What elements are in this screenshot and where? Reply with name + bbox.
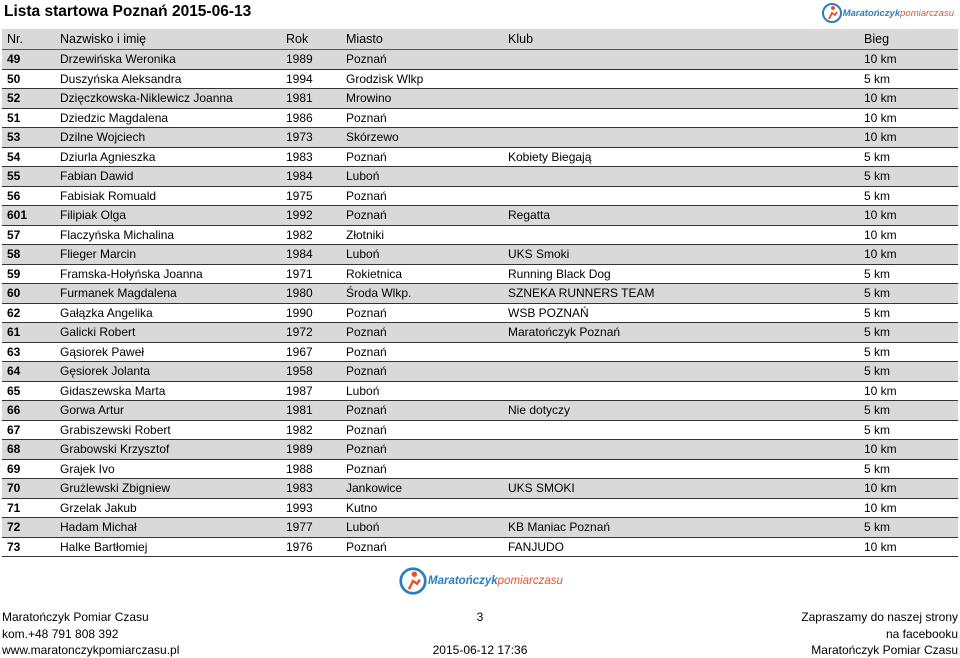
cell-year: 1988 — [286, 461, 313, 476]
cell-nr: 61 — [7, 325, 21, 340]
cell-name: Grużlewski Zbigniew — [60, 481, 171, 496]
cell-club: Kobiety Biegają — [508, 149, 592, 164]
table-row — [2, 109, 958, 129]
cell-distance: 5 km — [864, 305, 891, 320]
cell-distance: 5 km — [864, 286, 891, 301]
footer-invite: Zapraszamy do naszej strony — [801, 610, 958, 624]
table-row — [2, 401, 958, 421]
cell-nr: 69 — [7, 461, 21, 476]
cell-name: Furmanek Magdalena — [60, 286, 177, 301]
cell-nr: 52 — [7, 91, 21, 106]
cell-year: 1989 — [286, 442, 313, 457]
cell-nr: 53 — [7, 130, 21, 145]
table-row — [2, 245, 958, 265]
cell-name: Flieger Marcin — [60, 247, 137, 262]
brand-name — [428, 575, 563, 587]
cell-city: Luboń — [346, 520, 380, 535]
cell-year: 1987 — [286, 383, 313, 398]
cell-year: 1983 — [286, 481, 313, 496]
cell-distance: 5 km — [864, 520, 891, 535]
table-row — [2, 382, 958, 402]
cell-distance: 5 km — [864, 364, 891, 379]
cell-nr: 71 — [7, 500, 21, 515]
cell-name: Gorwa Artur — [60, 403, 125, 418]
cell-distance: 10 km — [864, 383, 897, 398]
cell-city: Rokietnica — [346, 266, 403, 281]
table-row — [2, 440, 958, 460]
cell-year: 1983 — [286, 149, 313, 164]
cell-name: Halke Bartłomiej — [60, 539, 148, 554]
cell-year: 1971 — [286, 266, 313, 281]
cell-club: UKS SMOKI — [508, 481, 575, 496]
footer-phone: kom.+48 791 808 392 — [2, 627, 119, 641]
cell-nr: 66 — [7, 403, 21, 418]
cell-distance: 10 km — [864, 247, 897, 262]
cell-name: Dzięczkowska-Niklewicz Joanna — [60, 91, 233, 106]
col-city-header: Miasto — [346, 32, 383, 46]
footer-company: Maratończyk Pomiar Czasu — [2, 610, 149, 624]
cell-year: 1975 — [286, 188, 313, 203]
col-year-header: Rok — [286, 32, 309, 46]
cell-city: Poznań — [346, 52, 387, 67]
cell-nr: 57 — [7, 227, 21, 242]
cell-distance: 10 km — [864, 52, 897, 67]
cell-distance: 10 km — [864, 227, 897, 242]
cell-year: 1980 — [286, 286, 313, 301]
cell-name: Duszyńska Aleksandra — [60, 71, 182, 86]
table-row — [2, 89, 958, 109]
cell-name: Flaczyńska Michalina — [60, 227, 175, 242]
start-list-table — [2, 29, 958, 557]
cell-name: Fabian Dawid — [60, 169, 134, 184]
page-number: 3 — [476, 610, 484, 624]
table-row — [2, 265, 958, 285]
cell-distance: 5 km — [864, 403, 891, 418]
cell-nr: 58 — [7, 247, 21, 262]
cell-distance: 10 km — [864, 130, 897, 145]
cell-name: Gąsiorek Paweł — [60, 344, 145, 359]
cell-nr: 70 — [7, 481, 21, 496]
footer-brand-logo — [398, 566, 563, 596]
cell-year: 1981 — [286, 403, 313, 418]
cell-city: Poznań — [346, 110, 387, 125]
cell-distance: 5 km — [864, 188, 891, 203]
cell-distance: 10 km — [864, 442, 897, 457]
cell-city: Poznań — [346, 305, 387, 320]
cell-distance: 10 km — [864, 110, 897, 125]
table-row — [2, 50, 958, 70]
cell-city: Złotniki — [346, 227, 385, 242]
cell-city: Grodzisk Wlkp — [346, 71, 424, 86]
cell-distance: 5 km — [864, 266, 891, 281]
cell-distance: 10 km — [864, 208, 897, 223]
cell-year: 1982 — [286, 227, 313, 242]
cell-distance: 5 km — [864, 461, 891, 476]
table-header — [2, 29, 958, 50]
cell-city: Poznań — [346, 188, 387, 203]
cell-club: KB Maniac Poznań — [508, 520, 611, 535]
cell-year: 1990 — [286, 305, 313, 320]
cell-distance: 5 km — [864, 149, 891, 164]
cell-club: Maratończyk Poznań — [508, 325, 621, 340]
cell-city: Poznań — [346, 539, 387, 554]
cell-club: Regatta — [508, 208, 551, 223]
cell-year: 1994 — [286, 71, 313, 86]
cell-nr: 72 — [7, 520, 21, 535]
footer-website: www.maratonczykpomiarczasu.pl — [2, 643, 180, 657]
cell-nr: 49 — [7, 52, 21, 67]
brand-main-text: Maratończyk — [842, 7, 901, 19]
brand-main-text: Maratończyk — [428, 575, 498, 587]
cell-nr: 60 — [7, 286, 21, 301]
runner-logo-icon — [398, 566, 428, 596]
cell-club: WSB POZNAŃ — [508, 305, 589, 320]
cell-year: 1973 — [286, 130, 313, 145]
table-row — [2, 128, 958, 148]
brand-sub-text: pomiarczasu — [900, 7, 954, 19]
table-row — [2, 538, 958, 558]
cell-city: Poznań — [346, 461, 387, 476]
page-title: Lista startowa Poznań 2015-06-13 — [4, 3, 252, 20]
table-row — [2, 167, 958, 187]
cell-name: Dziedzic Magdalena — [60, 110, 169, 125]
cell-city: Poznań — [346, 422, 387, 437]
cell-name: Galicki Robert — [60, 325, 136, 340]
cell-nr: 62 — [7, 305, 21, 320]
cell-year: 1989 — [286, 52, 313, 67]
cell-distance: 5 km — [864, 422, 891, 437]
table-row — [2, 343, 958, 363]
cell-year: 1967 — [286, 344, 313, 359]
cell-nr: 73 — [7, 539, 21, 554]
table-row — [2, 460, 958, 480]
table-row — [2, 499, 958, 519]
col-club-header: Klub — [508, 32, 534, 46]
cell-name: Grabowski Krzysztof — [60, 442, 170, 457]
table-row — [2, 206, 958, 226]
cell-city: Poznań — [346, 208, 387, 223]
brand-logo — [821, 2, 954, 24]
cell-club: Nie dotyczy — [508, 403, 571, 418]
cell-name: Dzilne Wojciech — [60, 130, 146, 145]
col-name-header: Nazwisko i imię — [60, 32, 147, 46]
table-row — [2, 70, 958, 90]
footer-facebook: na facebooku — [885, 627, 958, 641]
cell-distance: 5 km — [864, 325, 891, 340]
cell-year: 1992 — [286, 208, 313, 223]
cell-year: 1958 — [286, 364, 313, 379]
cell-name: Gałązka Angelika — [60, 305, 153, 320]
cell-year: 1976 — [286, 539, 313, 554]
cell-nr: 601 — [7, 208, 28, 223]
cell-year: 1982 — [286, 422, 313, 437]
table-row — [2, 518, 958, 538]
cell-name: Hadam Michał — [60, 520, 137, 535]
cell-year: 1993 — [286, 500, 313, 515]
cell-club: UKS Smoki — [508, 247, 570, 262]
cell-year: 1977 — [286, 520, 313, 535]
cell-nr: 51 — [7, 110, 21, 125]
cell-name: Grabiszewski Robert — [60, 422, 171, 437]
table-row — [2, 323, 958, 343]
cell-name: Gidaszewska Marta — [60, 383, 166, 398]
cell-club: SZNEKA RUNNERS TEAM — [508, 286, 655, 301]
cell-distance: 5 km — [864, 344, 891, 359]
cell-nr: 63 — [7, 344, 21, 359]
table-row — [2, 362, 958, 382]
cell-city: Luboń — [346, 169, 380, 184]
cell-distance: 5 km — [864, 71, 891, 86]
cell-name: Grajek Ivo — [60, 461, 115, 476]
cell-city: Poznań — [346, 442, 387, 457]
table-row — [2, 421, 958, 441]
cell-nr: 56 — [7, 188, 21, 203]
print-timestamp: 2015-06-12 17:36 — [432, 643, 528, 657]
col-nr-header: Nr. — [7, 32, 23, 46]
table-row — [2, 284, 958, 304]
cell-distance: 5 km — [864, 169, 891, 184]
cell-name: Gęsiorek Jolanta — [60, 364, 151, 379]
cell-city: Poznań — [346, 149, 387, 164]
cell-nr: 68 — [7, 442, 21, 457]
cell-distance: 10 km — [864, 91, 897, 106]
cell-nr: 50 — [7, 71, 21, 86]
cell-city: Jankowice — [346, 481, 403, 496]
cell-city: Poznań — [346, 364, 387, 379]
cell-city: Luboń — [346, 383, 380, 398]
cell-name: Drzewińska Weronika — [60, 52, 176, 67]
cell-nr: 64 — [7, 364, 21, 379]
cell-city: Poznań — [346, 325, 387, 340]
table-row — [2, 226, 958, 246]
table-row — [2, 304, 958, 324]
cell-city: Kutno — [346, 500, 378, 515]
cell-name: Fabisiak Romuald — [60, 188, 157, 203]
cell-name: Dziurla Agnieszka — [60, 149, 156, 164]
cell-nr: 55 — [7, 169, 21, 184]
cell-year: 1981 — [286, 91, 313, 106]
cell-nr: 65 — [7, 383, 21, 398]
cell-city: Poznań — [346, 403, 387, 418]
cell-year: 1986 — [286, 110, 313, 125]
cell-year: 1984 — [286, 169, 313, 184]
cell-distance: 10 km — [864, 481, 897, 496]
cell-name: Framska-Hołyńska Joanna — [60, 266, 203, 281]
cell-city: Poznań — [346, 344, 387, 359]
cell-nr: 67 — [7, 422, 21, 437]
table-body — [2, 50, 958, 557]
cell-city: Skórzewo — [346, 130, 399, 145]
cell-city: Środa Wlkp. — [346, 286, 412, 301]
table-row — [2, 479, 958, 499]
cell-club: Running Black Dog — [508, 266, 611, 281]
brand-sub-text: pomiarczasu — [497, 575, 563, 587]
cell-name: Grzelak Jakub — [60, 500, 137, 515]
cell-year: 1984 — [286, 247, 313, 262]
footer-company-right: Maratończyk Pomiar Czasu — [811, 643, 958, 657]
table-row — [2, 187, 958, 207]
table-row — [2, 148, 958, 168]
cell-name: Filipiak Olga — [60, 208, 127, 223]
cell-year: 1972 — [286, 325, 313, 340]
cell-distance: 10 km — [864, 500, 897, 515]
cell-club: FANJUDO — [508, 539, 565, 554]
col-distance-header: Bieg — [864, 32, 890, 46]
cell-nr: 54 — [7, 149, 21, 164]
cell-nr: 59 — [7, 266, 21, 281]
runner-logo-icon — [821, 2, 843, 24]
brand-name — [843, 8, 954, 19]
cell-city: Luboń — [346, 247, 380, 262]
cell-city: Mrowino — [346, 91, 392, 106]
cell-distance: 10 km — [864, 539, 897, 554]
